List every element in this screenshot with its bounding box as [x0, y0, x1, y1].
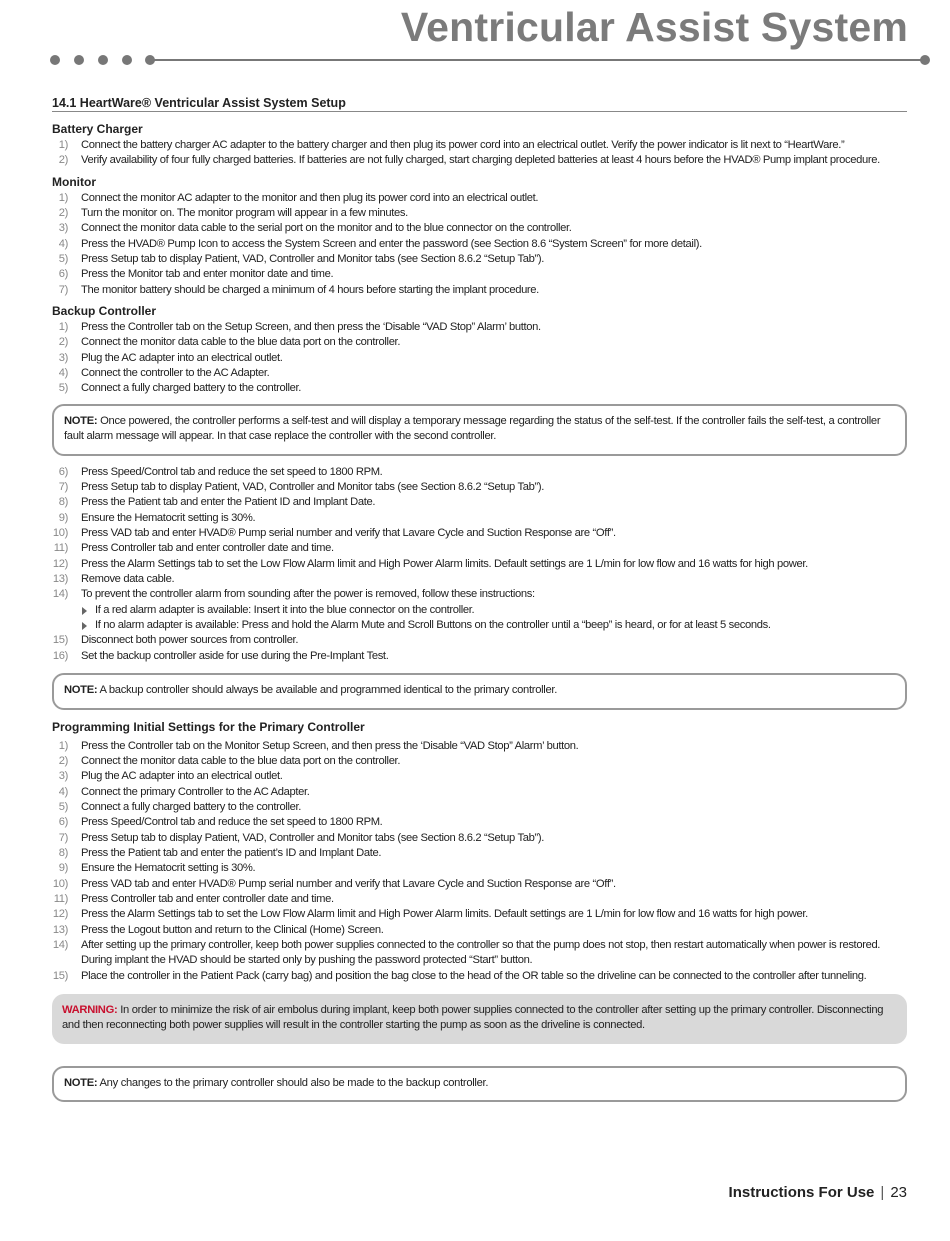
step-text: Verify availability of four fully charged batteries. If batteries are not fully charged, start charging depleted batteries at least 4 hours before the HVAD® Pump implant procedure.: [81, 154, 880, 167]
note-text: A backup controller should always be available and programmed identical to the primary controller.: [97, 684, 558, 697]
monitor-steps: [52, 191, 907, 298]
backup-controller-steps: [52, 465, 907, 603]
step-item: [52, 320, 907, 335]
step-number: 11 ): [52, 892, 68, 907]
step-item: [52, 526, 907, 541]
step-item: [52, 587, 907, 602]
step-text: After setting up the primary controller, keep both power supplies connected to the controller so that the pump does not stop, then restart automatically when power is restored. During implant the HVAD should be started only by pushing the password protected “Start” button.: [81, 938, 881, 967]
bullet-text: If no alarm adapter is available: Press and hold the Alarm Mute and Scroll Buttons on the controller until a “beep” is heard, or for at least 5 seconds.: [95, 619, 771, 632]
step-number: 4 ): [52, 785, 68, 800]
page-footer: [729, 1184, 907, 1201]
note-text: Once powered, the controller performs a self-test and will display a temporary message regarding the status of the self-test. If the controller fails the self-test, a controller fault alarm message will appear. In that case replace the controller with the second controller.: [64, 414, 881, 443]
step-number: 3 ): [52, 769, 68, 784]
step-text: Connect the battery charger AC adapter to the battery charger and then plug its power cord into an electrical outlet. Verify the power indicator is lit next to “HeartWare.”: [81, 139, 845, 151]
step-number: 7 ): [52, 831, 68, 846]
bullet-text: If a red alarm adapter is available: Insert it into the blue connector on the controller.: [95, 603, 475, 616]
step-text: Connect the controller to the AC Adapter.: [81, 367, 270, 380]
step-number: 7 ): [52, 283, 68, 298]
step-text: Press the Controller tab on the Setup Screen, and then press the ‘Disable “VAD Stop” Alarm’ button.: [81, 321, 541, 334]
note-label: NOTE:: [64, 414, 98, 427]
step-item: [52, 815, 907, 830]
step-text: Connect the monitor AC adapter to the monitor and then plug its power cord into an electrical outlet.: [81, 191, 539, 204]
step-number: 15 ): [52, 969, 68, 984]
step-item: [52, 351, 907, 366]
step-item: [52, 381, 907, 396]
step-item: [52, 754, 907, 769]
step-item: [52, 366, 907, 381]
step-item: [52, 557, 907, 572]
step-number: 6 ): [52, 465, 68, 480]
page-number: 23: [890, 1184, 907, 1201]
step-text: The monitor battery should be charged a minimum of 4 hours before starting the implant procedure.: [81, 283, 539, 296]
backup-controller-steps: [52, 320, 907, 397]
battery-charger-heading: Battery Charger: [52, 122, 143, 136]
step-item: [52, 877, 907, 892]
warning-box: [52, 994, 907, 1044]
step-item: [52, 335, 907, 350]
step-text: Press the Alarm Settings tab to set the Low Flow Alarm limit and High Power Alarm limits. Default settings are 1 L/min for low flow and 16 watts for high power.: [81, 908, 808, 921]
step-item: [52, 892, 907, 907]
step-text: Press the Monitor tab and enter monitor date and time.: [81, 268, 334, 281]
step-item: [52, 511, 907, 526]
step-text: Connect the primary Controller to the AC Adapter.: [81, 785, 310, 798]
step-number: 14 ): [52, 587, 68, 602]
bullet-item: [81, 618, 907, 633]
backup-controller-steps: [52, 633, 907, 664]
step-number: 1 ): [52, 739, 68, 754]
step-number: 6 ): [52, 267, 68, 282]
note-box: [52, 404, 907, 456]
note-box: [52, 673, 907, 709]
step-number: 13 ): [52, 572, 68, 587]
step-item: [52, 572, 907, 587]
step-item: [52, 923, 907, 938]
step-number: 4 ): [52, 237, 68, 252]
step-item: [52, 495, 907, 510]
step-text: Ensure the Hematocrit setting is 30%.: [81, 511, 256, 524]
bullet-list: [81, 603, 907, 634]
step-number: 6 ): [52, 815, 68, 830]
step-text: Connect the monitor data cable to the blue data port on the controller.: [81, 754, 401, 767]
step-number: 3 ): [52, 221, 68, 236]
step-item: [52, 861, 907, 876]
bullet-item: [81, 603, 907, 618]
note-box: [52, 1066, 907, 1102]
step-item: [52, 649, 907, 664]
step-number: 2 ): [52, 206, 68, 221]
step-item: [52, 739, 907, 754]
step-text: Press the Logout button and return to the Clinical (Home) Screen.: [81, 923, 384, 936]
step-item: [52, 541, 907, 556]
step-text: Plug the AC adapter into an electrical outlet.: [81, 351, 283, 364]
header-dot: [920, 55, 930, 65]
step-item: [52, 191, 907, 206]
step-number: 13 ): [52, 923, 68, 938]
warning-text: In order to minimize the risk of air embolus during implant, keep both power supplies connected to the controller after setting up the primary controller. Disconnecting and then reconnecting both power supplies will result in the controller starting the pump as soon as the driveline is connected.: [62, 1004, 884, 1032]
battery-charger-steps: [52, 138, 907, 169]
header-rule: [50, 54, 930, 66]
page-content: [52, 96, 907, 1111]
step-item: [52, 465, 907, 480]
step-text: Press Setup tab to display Patient, VAD, Controller and Monitor tabs (see Section 8.6.2 “Setup Tab”).: [81, 831, 544, 844]
step-item: [52, 206, 907, 221]
step-number: 2 ): [52, 754, 68, 769]
step-item: [52, 237, 907, 252]
step-text: Press Speed/Control tab and reduce the set speed to 1800 RPM.: [81, 465, 383, 478]
step-text: Ensure the Hematocrit setting is 30%.: [81, 862, 256, 875]
step-text: Place the controller in the Patient Pack (carry bag) and position the bag close to the head of the OR table so the driveline can be connected to the controller after tunneling.: [81, 969, 867, 982]
step-text: Press the Alarm Settings tab to set the Low Flow Alarm limit and High Power Alarm limits. Default settings are 1 L/min for low flow and 16 watts for high power.: [81, 557, 808, 570]
step-text: To prevent the controller alarm from sounding after the power is removed, follow these instructions:: [81, 588, 535, 601]
step-text: Press Controller tab and enter controller date and time.: [81, 892, 334, 905]
step-text: Press the Patient tab and enter the Patient ID and Implant Date.: [81, 496, 376, 509]
step-text: Press the HVAD® Pump Icon to access the System Screen and enter the password (see Section 8.6 “System Screen” for more detail).: [81, 237, 702, 250]
note-label: NOTE:: [64, 684, 98, 697]
backup-controller-heading: Backup Controller: [52, 304, 157, 319]
step-number: 2 ): [52, 153, 68, 168]
note-label: NOTE:: [64, 1076, 98, 1089]
header-dot: [50, 55, 60, 65]
step-text: Connect the monitor data cable to the blue data port on the controller.: [81, 336, 401, 349]
step-item: [52, 769, 907, 784]
step-item: [52, 969, 907, 984]
step-number: 9 ): [52, 861, 68, 876]
step-number: 7 ): [52, 480, 68, 495]
step-text: Press the Patient tab and enter the patient’s ID and Implant Date.: [81, 846, 382, 859]
step-text: Press Setup tab to display Patient, VAD, Controller and Monitor tabs (see Section 8.6.2 “Setup Tab”).: [81, 253, 544, 266]
step-number: 14 ): [52, 938, 68, 953]
step-text: Press Speed/Control tab and reduce the set speed to 1800 RPM.: [81, 816, 383, 829]
bullet-wrapper: [81, 603, 907, 634]
section-title: 14.1 HeartWare® Ventricular Assist System Setup: [52, 96, 907, 112]
step-number: 1 ): [52, 191, 68, 206]
step-text: Remove data cable.: [81, 573, 175, 586]
step-text: Connect a fully charged battery to the controller.: [81, 800, 302, 813]
primary-controller-steps: [52, 739, 907, 985]
step-text: Connect a fully charged battery to the controller.: [81, 382, 302, 395]
step-item: [52, 138, 907, 153]
bullet-arrow-icon: [82, 622, 87, 630]
header-dot: [74, 55, 84, 65]
step-number: 11 ): [52, 541, 68, 556]
step-number: 1 ): [52, 320, 68, 335]
step-item: [52, 938, 907, 969]
step-number: 5 ): [52, 381, 68, 396]
step-text: Turn the monitor on. The monitor program will appear in a few minutes.: [81, 207, 408, 220]
step-number: 12 ): [52, 557, 68, 572]
step-text: Press the Controller tab on the Monitor Setup Screen, and then press the ‘Disable “VAD Stop” Alarm’ button.: [81, 739, 579, 752]
step-item: [52, 221, 907, 236]
step-number: 12 ): [52, 907, 68, 922]
header-line: [152, 59, 924, 61]
bullet-arrow-icon: [82, 607, 87, 615]
step-number: 16 ): [52, 649, 68, 664]
step-number: 2 ): [52, 335, 68, 350]
step-number: 15 ): [52, 633, 68, 648]
step-number: 3 ): [52, 351, 68, 366]
step-text: Plug the AC adapter into an electrical outlet.: [81, 770, 283, 783]
step-item: [52, 907, 907, 922]
step-number: 8 ): [52, 846, 68, 861]
header-dot: [122, 55, 132, 65]
step-number: 8 ): [52, 495, 68, 510]
step-text: Disconnect both power sources from controller.: [81, 634, 299, 647]
step-number: 9 ): [52, 511, 68, 526]
step-item: [52, 153, 907, 168]
footer-label: Instructions For Use: [728, 1184, 875, 1201]
step-number: 1 ): [52, 138, 68, 153]
step-item: [52, 252, 907, 267]
warning-label: WARNING:: [62, 1004, 118, 1016]
step-item: [52, 800, 907, 815]
step-text: Press Setup tab to display Patient, VAD, Controller and Monitor tabs (see Section 8.6.2 “Setup Tab”).: [81, 480, 544, 493]
footer-separator: |: [880, 1184, 885, 1201]
note-text: Any changes to the primary controller should also be made to the backup controller.: [97, 1076, 489, 1089]
step-item: [52, 831, 907, 846]
step-text: Set the backup controller aside for use during the Pre-Implant Test.: [81, 649, 389, 662]
step-number: 10 ): [52, 526, 68, 541]
step-number: 5 ): [52, 252, 68, 267]
step-text: Connect the monitor data cable to the serial port on the monitor and to the blue connector on the controller.: [81, 222, 572, 235]
step-item: [52, 633, 907, 648]
step-number: 5 ): [52, 800, 68, 815]
step-text: Press VAD tab and enter HVAD® Pump serial number and verify that Lavare Cycle and Suction Response are “Off”.: [81, 877, 616, 890]
step-item: [52, 480, 907, 495]
step-number: 10 ): [52, 877, 68, 892]
step-item: [52, 785, 907, 800]
step-number: 4 ): [52, 366, 68, 381]
primary-controller-heading: Programming Initial Settings for the Primary Controller: [52, 719, 365, 734]
monitor-heading: Monitor: [52, 174, 96, 189]
step-text: Press Controller tab and enter controller date and time.: [81, 542, 334, 555]
step-item: [52, 846, 907, 861]
header-dot: [98, 55, 108, 65]
step-text: Press VAD tab and enter HVAD® Pump serial number and verify that Lavare Cycle and Suction Response are “Off”.: [81, 527, 616, 539]
step-item: [52, 283, 907, 298]
document-title: Ventricular Assist System: [400, 4, 908, 50]
step-item: [52, 267, 907, 282]
